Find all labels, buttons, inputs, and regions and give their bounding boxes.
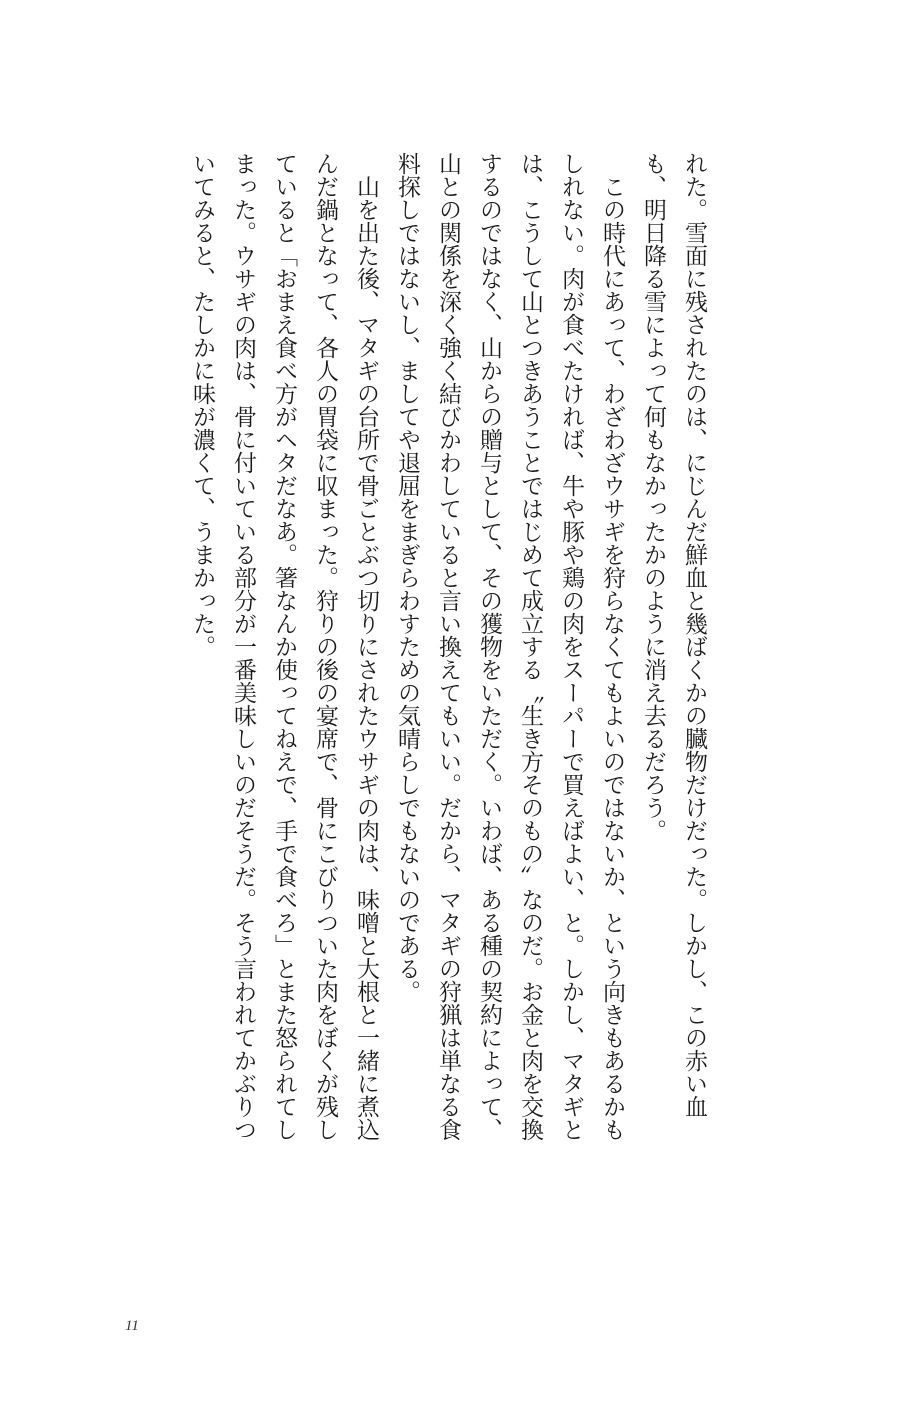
paragraph-1: れた。雪面に残されたのは、にじんだ鮮血と幾ばくかの臓物だけだった。しかし、この赤い血も、明日降る雪によって何もなかったかのように消え去るだろう。 xyxy=(640,152,707,1118)
page-number: 11 xyxy=(125,1318,139,1334)
vertical-text-body xyxy=(189,152,714,1162)
paragraph-2: この時代にあって、わざわざウサギを狩らなくてもよいのではないか、という向きもあるかもしれない。肉が食べたければ、牛や豚や鶏の肉をスーパーで買えばよい、と。しかし、マタギとは、こうして山とつきあうことではじめて成立する〝生き方そのもの〟なのだ。お金と肉を交換するのではなく、山からの贈与として、その獲物をいただく。いわば、ある種の契約によって、山との関係を深く強く結びかわしていると言い換えてもいい。だから、マタギの狩猟は単なる食料探しではないし、ましてや退屈をまぎらわすための気晴らしでもないのである。 xyxy=(394,152,625,1141)
paragraph-3: 山を出た後、マタギの台所で骨ごとぶつ切りにされたウサギの肉は、味噌と大根と一緒に煮込んだ鍋となって、各人の胃袋に収まった。狩りの後の宴席で、骨にこびりついた肉をぼくが残していると「おまえ食べ方がヘタだなあ。箸なんか使ってねえで、手で食べろ」とまた怒られてしまった。ウサギの肉は、骨に付いている部分が一番美味しいのだそうだ。そう言われてかぶりついてみると、たしかに味が濃くて、うまかった。 xyxy=(189,152,379,1141)
